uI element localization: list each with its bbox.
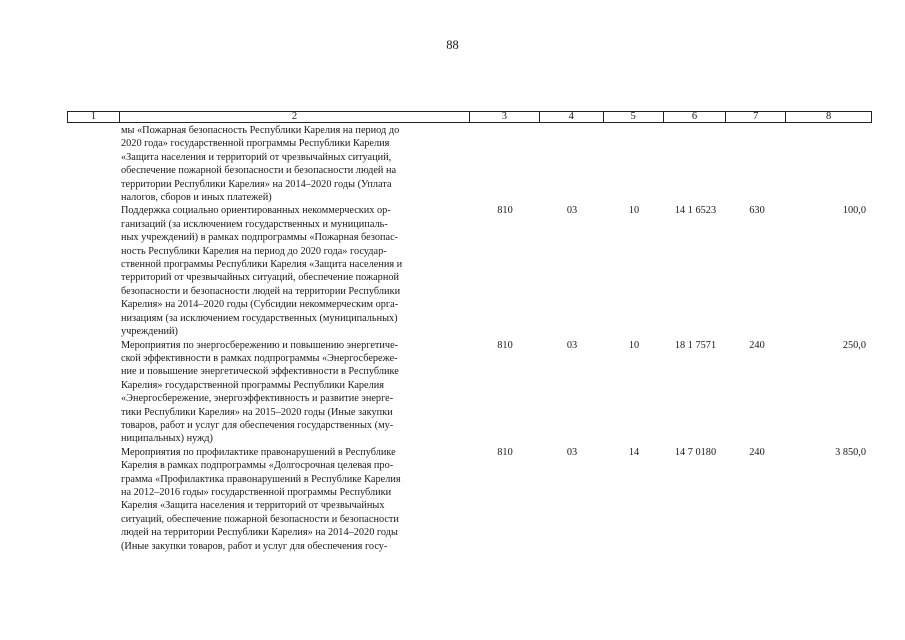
column-header-2: 2 — [120, 112, 470, 122]
cell-description — [119, 124, 470, 204]
cell-number — [67, 446, 119, 553]
cell-section: 03 — [566, 205, 578, 217]
cell-subsection: 10 — [628, 205, 640, 217]
description-line: территорий от чрезвычайных ситуаций, обеспечение пожарной — [121, 272, 400, 284]
cell-description — [119, 204, 470, 338]
description-line: Мероприятия по профилактике правонарушений в Республике — [121, 446, 396, 458]
cell-code: 810 — [497, 446, 513, 458]
description-line: Мероприятия по энергосбережению и повышению энергетиче- — [121, 339, 399, 351]
description-line: низациям (за исключением государственных (муниципальных) — [121, 312, 398, 324]
table-row — [67, 124, 872, 204]
description-line: тики Республики Карелия» на 2015–2020 годы (Иные закупки — [121, 406, 393, 418]
description-line: территории Республики Карелия» на 2014–2020 годы (Уплата — [121, 178, 392, 190]
cell-number — [67, 204, 119, 338]
column-header-1: 1 — [68, 112, 120, 122]
cell-target-article: 18 1 7571 — [674, 339, 717, 351]
cell-section: 03 — [566, 339, 578, 351]
cell-description — [119, 339, 470, 446]
cell-expense-type: 240 — [749, 446, 765, 458]
description-line: учреждений) — [121, 326, 178, 338]
cell-target-article: 14 1 6523 — [674, 205, 717, 217]
cell-description — [119, 446, 470, 553]
description-line: мы «Пожарная безопасность Республики Карелия на период до — [121, 125, 400, 136]
cell-section — [540, 124, 604, 204]
description-line: ных учреждений) в рамках подпрограммы «Пожарная безопас- — [121, 232, 399, 244]
cell-amount: 100,0 — [842, 205, 866, 217]
description-line: ситуаций, обеспечение пожарной безопасности и безопасности — [121, 513, 399, 525]
cell-expense-type: 630 — [749, 205, 765, 217]
description-line: Карелия в рамках подпрограммы «Долгосрочная целевая про- — [121, 460, 394, 472]
cell-subsection: 14 — [628, 446, 640, 458]
description-line: (Иные закупки товаров, работ и услуг для обеспечения госу- — [121, 540, 388, 552]
description-line: ской эффективности в рамках подпрограммы «Энергосбереже- — [121, 352, 398, 364]
cell-amount: 250,0 — [842, 339, 866, 351]
description-line: Карелия «Защита населения и территорий от чрезвычайных — [121, 500, 385, 512]
description-line: налогов, сборов и иных платежей) — [121, 192, 272, 204]
description-line: людей на территории Республики Карелия» на 2014–2020 годы — [121, 527, 398, 539]
description-line: ственной программы Республики Карелия «Защита населения и — [121, 259, 403, 271]
description-line: товаров, работ и услуг для обеспечения государственных (му- — [121, 419, 394, 431]
column-header-4: 4 — [540, 112, 604, 122]
description-line: «Энергосбережение, энергоэффективность и развитие энерге- — [121, 393, 394, 405]
description-line: на 2012–2016 годы» государственной программы Республики — [121, 486, 392, 498]
cell-target-article — [664, 124, 727, 204]
description-line: ние и повышение энергетической эффективности в Республике — [121, 366, 399, 378]
column-header-6: 6 — [664, 112, 727, 122]
cell-expense-type: 240 — [749, 339, 765, 351]
cell-amount — [787, 124, 872, 204]
page-number: 88 — [446, 38, 459, 52]
description-line: Карелия» на 2014–2020 годы (Субсидии некоммерческим орга- — [121, 299, 399, 311]
description-line: 2020 года» государственной программы Республики Карелия — [121, 138, 390, 150]
cell-code: 810 — [497, 339, 513, 351]
description-line: «Защита населения и территорий от чрезвычайных ситуаций, — [121, 151, 392, 163]
column-header-5: 5 — [604, 112, 664, 122]
table-row — [67, 204, 872, 338]
cell-number — [67, 124, 119, 204]
description-line: ность Республики Карелия на период до 2020 года» государ- — [121, 245, 387, 257]
description-line: ганизаций (за исключением государственных и муниципаль- — [121, 218, 388, 230]
description-line: Поддержка социально ориентированных некоммерческих ор- — [121, 205, 391, 217]
cell-amount: 3 850,0 — [835, 446, 866, 458]
cell-subsection: 10 — [628, 339, 640, 351]
description-line: обеспечение пожарной безопасности и безопасности людей на — [121, 165, 397, 177]
description-line: Карелия» государственной программы Республики Карелия — [121, 379, 384, 391]
table-row — [67, 446, 872, 553]
cell-section: 03 — [566, 446, 578, 458]
description-line: безопасности и безопасности людей на территории Республики — [121, 285, 401, 297]
cell-code: 810 — [497, 205, 513, 217]
table-row — [67, 339, 872, 446]
cell-code — [470, 124, 540, 204]
description-line: ниципальных) нужд) — [121, 433, 213, 445]
table-header-row — [67, 111, 872, 123]
column-header-8: 8 — [826, 111, 832, 122]
cell-target-article: 14 7 0180 — [674, 446, 717, 458]
column-header-3: 3 — [470, 112, 540, 122]
cell-number — [67, 339, 119, 446]
cell-subsection — [604, 124, 664, 204]
cell-expense-type — [727, 124, 787, 204]
table-body — [67, 124, 872, 553]
column-header-7: 7 — [726, 112, 786, 122]
description-line: грамма «Профилактика правонарушений в Республике Карелия — [121, 473, 401, 485]
